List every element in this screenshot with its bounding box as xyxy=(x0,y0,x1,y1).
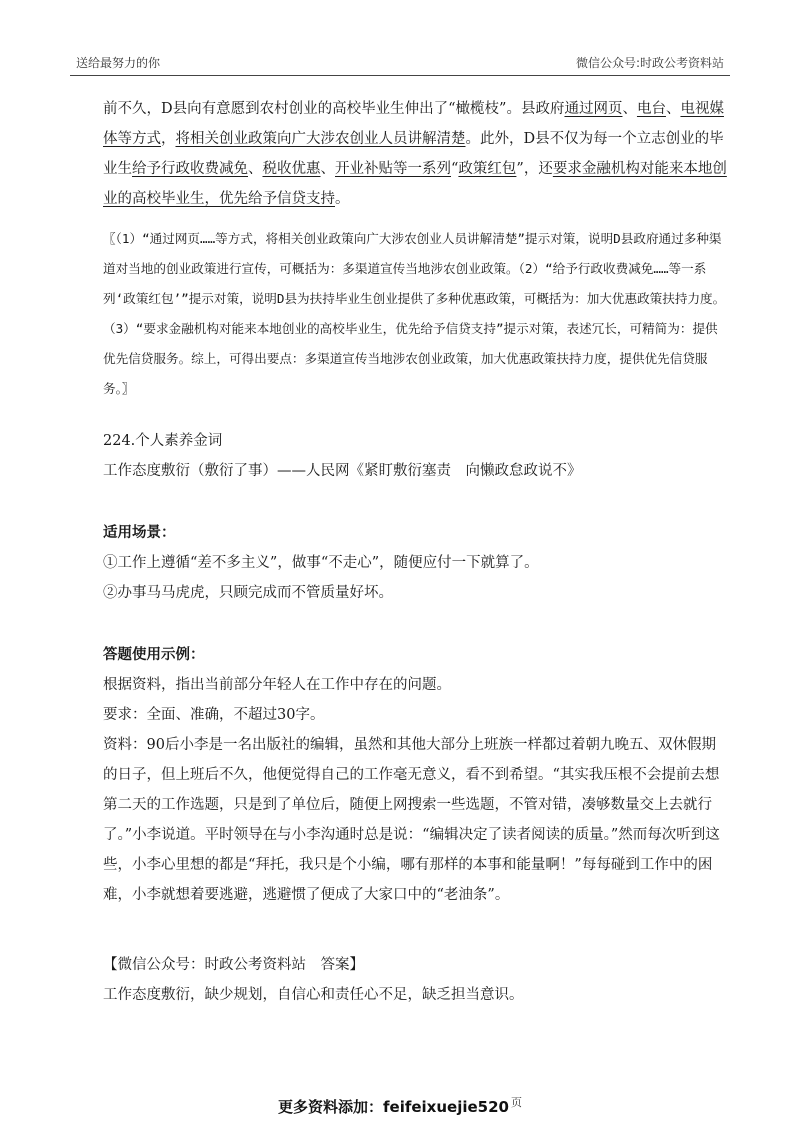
intro-underline: 要求金融机构对能来本地创业的高校毕业生，优先给予信贷支持 xyxy=(103,161,727,207)
answer-text: 工作态度敷衍，缺少规划，自信心和责任心不足，缺乏担当意识。 xyxy=(103,987,524,1003)
intro-text: ”，还 xyxy=(516,161,553,177)
intro-text: “ xyxy=(451,161,459,177)
intro-underline: 税收优惠 xyxy=(262,161,321,177)
intro-text: 、 xyxy=(622,101,637,117)
analysis-paragraph: 〖（1）“通过网页……等方式，将相关创业政策向广大涉农创业人员讲解清楚”提示对策，说明D县政府通过多种渠道对当地的创业政策进行宣传，可概括为：多渠道宣传当地涉农创业政策。（2）“给予行政收费减免……等一系列‘政策红包’”提示对策，说明D县为扶持毕业生创业提供了多种优惠政策，可概括为：加大优惠政策扶持力度。（3）“要求金融机构对能来本地创业的高校毕业生，优先给予信贷支持”提示对策，表述冗长，可精简为：提供优先信贷服务。综上，可得出要点：多渠道宣传当地涉农创业政策，加大优惠政策扶持力度，提供优先信贷服务。〗 xyxy=(103,231,726,396)
document-body xyxy=(103,94,729,1010)
footer-contact: 更多资料添加：feifeixuejie520 xyxy=(278,1098,509,1116)
scenario-item: ②办事马马虎虎，只顾完成而不管质量好坏。 xyxy=(103,585,393,601)
intro-text: 、 xyxy=(320,161,335,177)
example-material: 资料：90后小李是一名出版社的编辑，虽然和其他大部分上班族一样都过着朝九晚五、双休假期的日子，但上班后不久，他便觉得自己的工作毫无意义，看不到希望。“其实我压根不会提前去想第二天的工作选题，只是到了单位后，随便上网搜索一些选题，不管对错，凑够数量交上去就行了。”小李说道。平时领导在与小李沟通时总是说：“编辑决定了读者阅读的质量。”然而每次听到这些，小李心里想的都是“拜托，我只是个小编，哪有那样的本事和能量啊！”每每碰到工作中的困难，小李就想着要逃避，逃避惯了便成了大家口中的“老油条”。 xyxy=(103,737,720,903)
intro-underline: 电台 xyxy=(636,101,666,117)
intro-underline: 通过网页 xyxy=(564,101,623,117)
intro-paragraph xyxy=(103,94,729,214)
intro-text: 、 xyxy=(248,161,263,177)
page-footer xyxy=(0,1096,800,1117)
header-slogan: 送给最努力的你 xyxy=(76,56,161,70)
intro-text: 。 xyxy=(335,191,350,207)
intro-text: 。此外，D县不仅为每一个立志创业的毕业生 xyxy=(103,131,724,177)
header-divider xyxy=(70,75,730,76)
page-header xyxy=(0,0,800,78)
section-subtitle: 工作态度敷衍（敷衍了事）——人民网《紧盯敷衍塞责 向懒政怠政说不》 xyxy=(103,463,582,479)
scenarios-label: 适用场景： xyxy=(103,524,176,541)
intro-underline: 开业补贴等一系列 xyxy=(335,161,451,177)
intro-underline: 将相关创业政策向广大涉农创业人员讲解清楚 xyxy=(175,131,466,147)
intro-text: 前不久，D县向有意愿到农村创业的高校毕业生伸出了“橄榄枝”。县政府 xyxy=(103,101,565,117)
example-requirement: 要求：全面、准确，不超过30字。 xyxy=(103,707,325,723)
footer-page-label: 页 xyxy=(510,1096,522,1109)
scenario-item: ①工作上遵循“差不多主义”，做事“不走心”，随便应付一下就算了。 xyxy=(103,555,539,571)
intro-underline: 给予行政收费减免 xyxy=(132,161,248,177)
section-heading: 224.个人素养金词 xyxy=(103,433,223,449)
intro-text: 、 xyxy=(665,101,681,117)
intro-text: ， xyxy=(161,131,176,147)
intro-underline: 电视媒体等方式 xyxy=(103,101,724,147)
example-question: 根据资料，指出当前部分年轻人在工作中存在的问题。 xyxy=(103,677,451,693)
answer-label: 【微信公众号：时政公考资料站 答案】 xyxy=(103,957,364,973)
header-wechat-account: 微信公众号:时政公考资料站 xyxy=(575,56,724,70)
example-label: 答题使用示例： xyxy=(103,646,205,663)
intro-underline: 政策红包 xyxy=(458,161,517,177)
